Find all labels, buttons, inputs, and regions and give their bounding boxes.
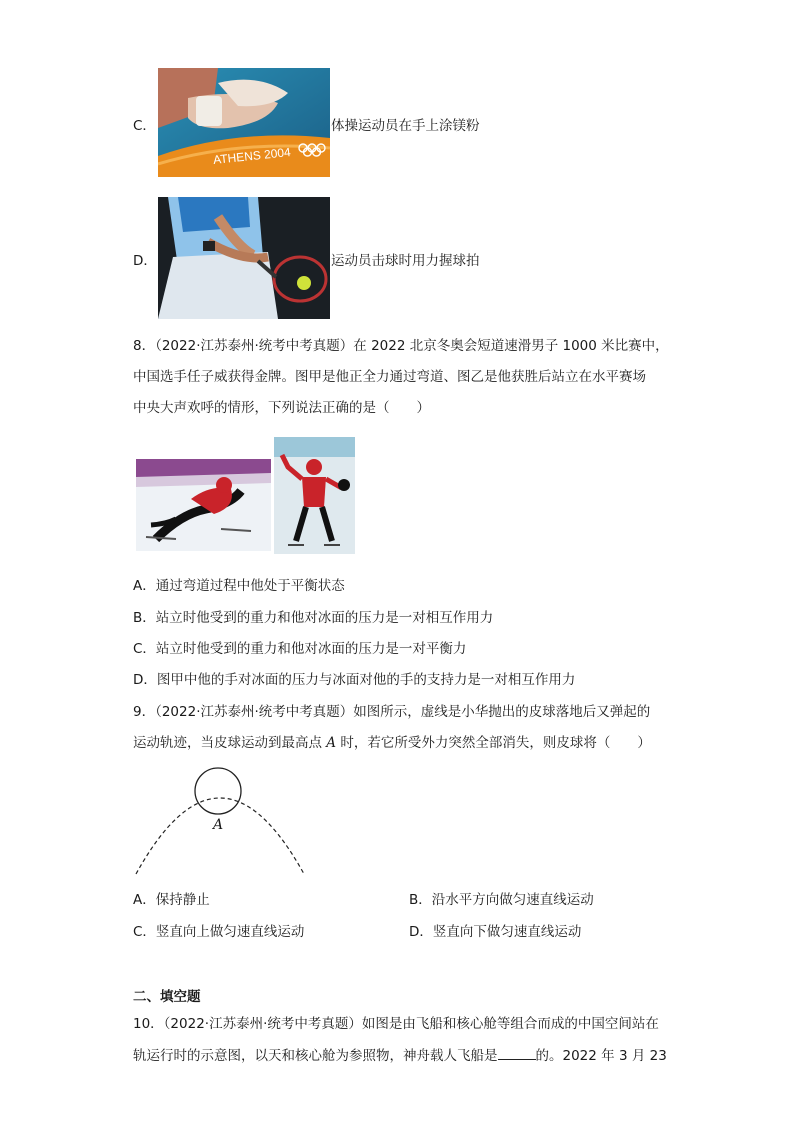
skater-celebrating-photo — [274, 437, 355, 554]
q8-option-b: B．站立时他受到的重力和他对冰面的压力是一对相互作用力 — [133, 610, 494, 626]
ball-circle — [195, 768, 241, 814]
q8-option-a: A．通过弯道过程中他处于平衡状态 — [133, 578, 345, 594]
skater-cornering-photo — [136, 459, 271, 551]
answer-blank[interactable] — [498, 1045, 536, 1060]
q8-stem-line-2: 中国选手任子威获得金牌。图甲是他正全力通过弯道、图乙是他获胜后站立在水平赛场 — [133, 369, 646, 385]
q9-stem-text-b: 时，若它所受外力突然全部消失，则皮球将（ ） — [336, 735, 651, 751]
olympic-rings-icon — [298, 142, 326, 158]
option-c-label: C． — [133, 118, 156, 134]
option-d-text: 运动员击球时用力握球拍 — [331, 253, 480, 269]
athens-2004-caption: ATHENS 2004 — [212, 144, 292, 168]
gymnast-chalk-photo — [158, 68, 330, 177]
q9-option-d: D．竖直向下做匀速直线运动 — [409, 924, 582, 940]
q8-option-d: D．图甲中他的手对冰面的压力与冰面对他的手的支持力是一对相互作用力 — [133, 672, 576, 688]
q9-option-b: B．沿水平方向做匀速直线运动 — [409, 892, 594, 908]
option-d-label: D． — [133, 253, 157, 269]
q9-stem-line-1: 9．（2022·江苏泰州·统考中考真题）如图所示，虚线是小华抛出的皮球落地后又弹起的 — [133, 704, 651, 720]
q8-option-c: C．站立时他受到的重力和他对冰面的压力是一对平衡力 — [133, 641, 467, 657]
q10-stem-text-a: 轨运行时的示意图，以天和核心舱为参照物，神舟载人飞船是 — [133, 1048, 498, 1064]
q9-point-a: A — [326, 735, 337, 751]
q10-stem-text-b: 的。2022 年 3 月 23 — [535, 1048, 667, 1064]
trajectory-dashed-curve — [136, 798, 304, 874]
q9-stem-text-a: 运动轨迹，当皮球运动到最高点 — [133, 735, 327, 751]
q9-option-a: A．保持静止 — [133, 892, 210, 908]
q10-stem-line-2 — [133, 1045, 667, 1066]
section-title: 二、填空题 — [133, 989, 201, 1005]
q10-stem-line-1: 10．（2022·江苏泰州·统考中考真题）如图是由飞船和核心舱等组合而成的中国空间站在 — [133, 1016, 659, 1032]
option-c-text: 体操运动员在手上涂镁粉 — [331, 118, 480, 134]
q9-stem-line-2 — [133, 733, 651, 753]
q8-stem-line-1: 8．（2022·江苏泰州·统考中考真题）在 2022 北京冬奥会短道速滑男子 1000 米比赛中， — [133, 338, 669, 354]
q9-option-c: C．竖直向上做匀速直线运动 — [133, 924, 305, 940]
tennis-player-photo — [158, 197, 330, 319]
point-a-label: A — [213, 817, 224, 833]
q8-stem-line-3: 中央大声欢呼的情形，下列说法正确的是（ ） — [133, 400, 430, 416]
